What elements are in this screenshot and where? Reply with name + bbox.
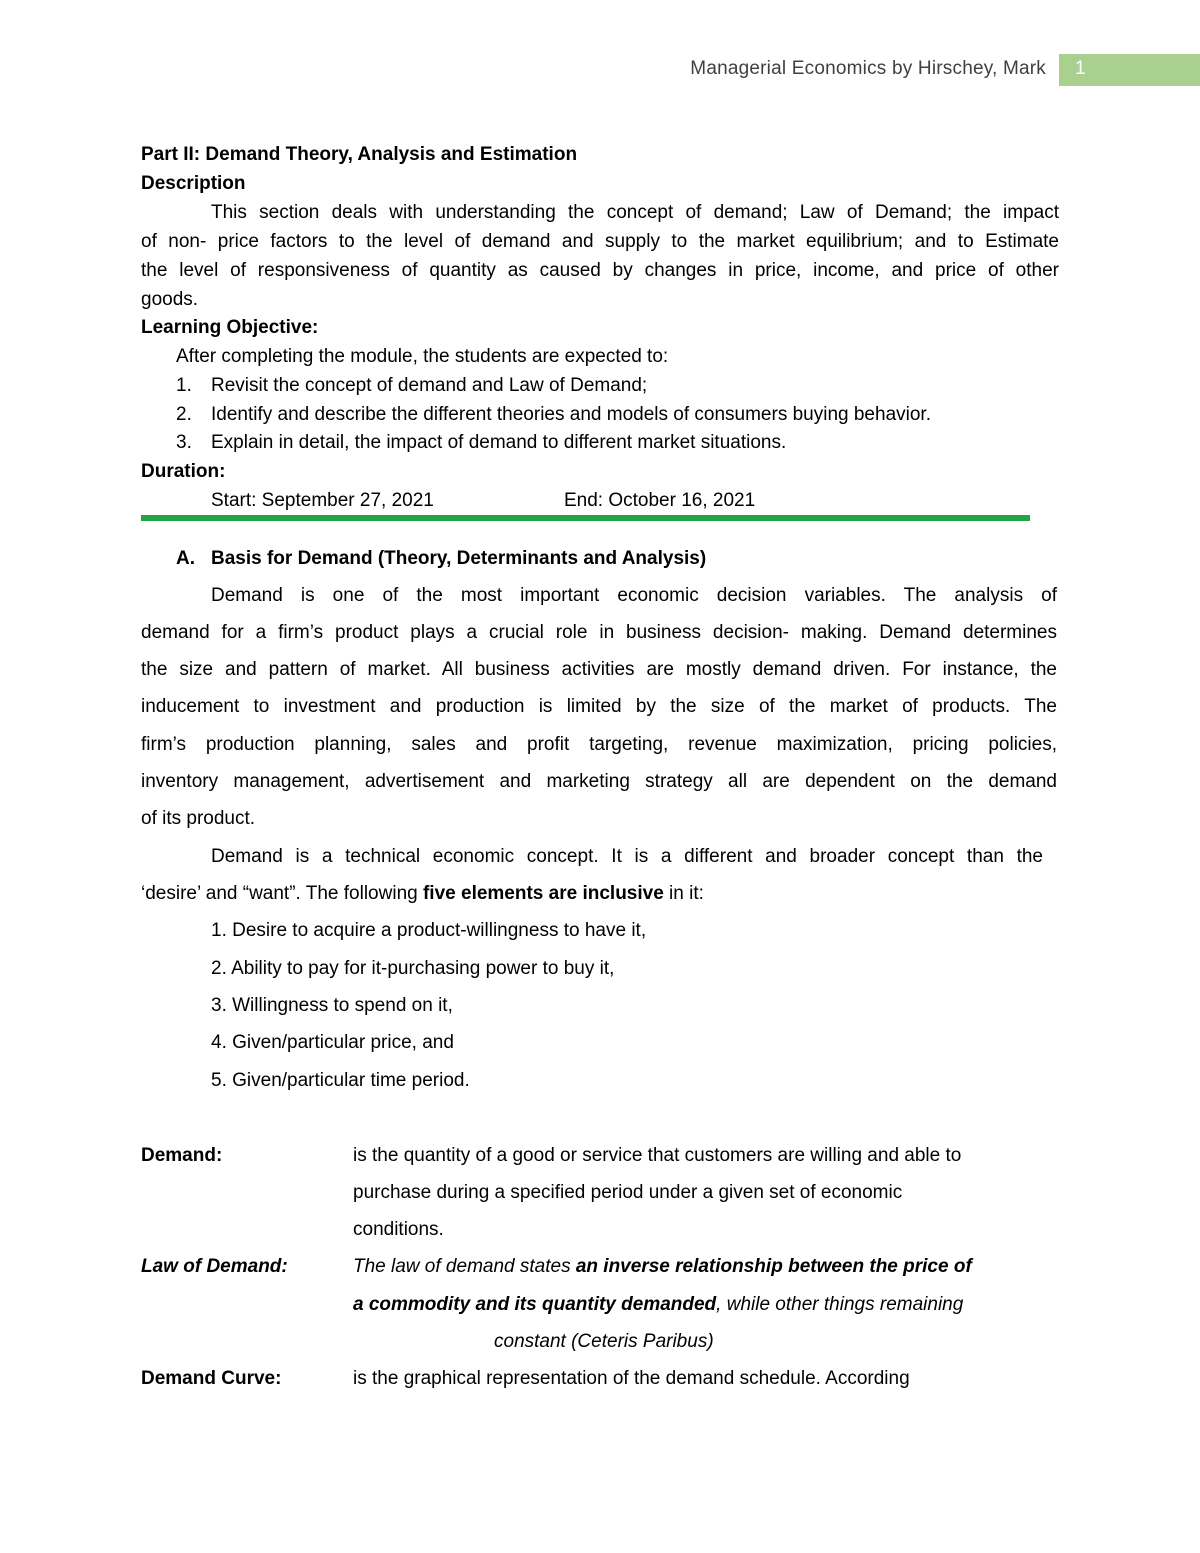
part-title: Part II: Demand Theory, Analysis and Estimation — [141, 144, 578, 165]
paragraph-line: the size and pattern of market. All business activities are mostly demand driven. For instance, the — [141, 659, 1057, 680]
element-item: 2. Ability to pay for it-purchasing power to buy it, — [211, 958, 615, 979]
definition-text: is the graphical representation of the demand schedule. According — [353, 1368, 910, 1389]
duration-end: End: October 16, 2021 — [564, 490, 756, 511]
objective-text: Explain in detail, the impact of demand to different market situations. — [211, 432, 787, 453]
objective-text: Identify and describe the different theories and models of consumers buying behavior. — [211, 404, 931, 425]
paragraph-line: inducement to investment and production is limited by the size of the market of products. The — [141, 696, 1057, 717]
definition-text: The law of demand states an inverse relationship between the price of — [353, 1256, 972, 1277]
section-divider — [141, 515, 1030, 521]
description-line: the level of responsiveness of quantity as caused by changes in price, income, and price of other — [141, 260, 1059, 281]
description-line: This section deals with understanding the concept of demand; Law of Demand; the impact — [211, 202, 1059, 223]
element-item: 4. Given/particular price, and — [211, 1032, 454, 1053]
definition-text: a commodity and its quantity demanded, while other things remaining — [353, 1294, 964, 1315]
definition-term-demand: Demand: — [141, 1145, 223, 1166]
paragraph-line: Demand is a technical economic concept. It is a different and broader concept than the — [211, 846, 1043, 867]
section-a-title: Basis for Demand (Theory, Determinants and Analysis) — [211, 548, 707, 569]
page-number: 1 — [1075, 58, 1086, 79]
description-line: of non- price factors to the level of demand and supply to the market equilibrium; and to Estimate — [141, 231, 1059, 252]
element-item: 1. Desire to acquire a product-willingness to have it, — [211, 920, 647, 941]
paragraph-line: of its product. — [141, 808, 256, 829]
objective-text: Revisit the concept of demand and Law of Demand; — [211, 375, 648, 396]
description-heading: Description — [141, 173, 246, 194]
section-a-label: A. — [176, 548, 195, 569]
objective-number: 1. — [176, 375, 192, 396]
definition-term-law: Law of Demand: — [141, 1256, 288, 1277]
page-number-box — [1059, 54, 1200, 86]
definition-term-curve: Demand Curve: — [141, 1368, 282, 1389]
definition-text: conditions. — [353, 1219, 444, 1240]
definition-text: purchase during a specified period under a given set of economic — [353, 1182, 903, 1203]
description-line: goods. — [141, 289, 199, 310]
learning-objective-intro: After completing the module, the students are expected to: — [176, 346, 669, 367]
paragraph-line: Demand is one of the most important economic decision variables. The analysis of — [211, 585, 1057, 606]
paragraph-line: ‘desire’ and “want”. The following five elements are inclusive in it: — [141, 883, 704, 904]
paragraph-line: firm’s production planning, sales and profit targeting, revenue maximization, pricing policies, — [141, 734, 1057, 755]
paragraph-line: inventory management, advertisement and marketing strategy all are dependent on the demand — [141, 771, 1057, 792]
objective-number: 3. — [176, 432, 192, 453]
objective-number: 2. — [176, 404, 192, 425]
learning-objective-heading: Learning Objective: — [141, 317, 319, 338]
definition-text: constant (Ceteris Paribus) — [494, 1331, 714, 1352]
duration-heading: Duration: — [141, 461, 226, 482]
definition-text: is the quantity of a good or service that customers are willing and able to — [353, 1145, 962, 1166]
element-item: 5. Given/particular time period. — [211, 1070, 470, 1091]
header-title: Managerial Economics by Hirschey, Mark — [690, 58, 1046, 79]
element-item: 3. Willingness to spend on it, — [211, 995, 453, 1016]
paragraph-line: demand for a firm’s product plays a crucial role in business decision- making. Demand determines — [141, 622, 1057, 643]
duration-start: Start: September 27, 2021 — [211, 490, 434, 511]
